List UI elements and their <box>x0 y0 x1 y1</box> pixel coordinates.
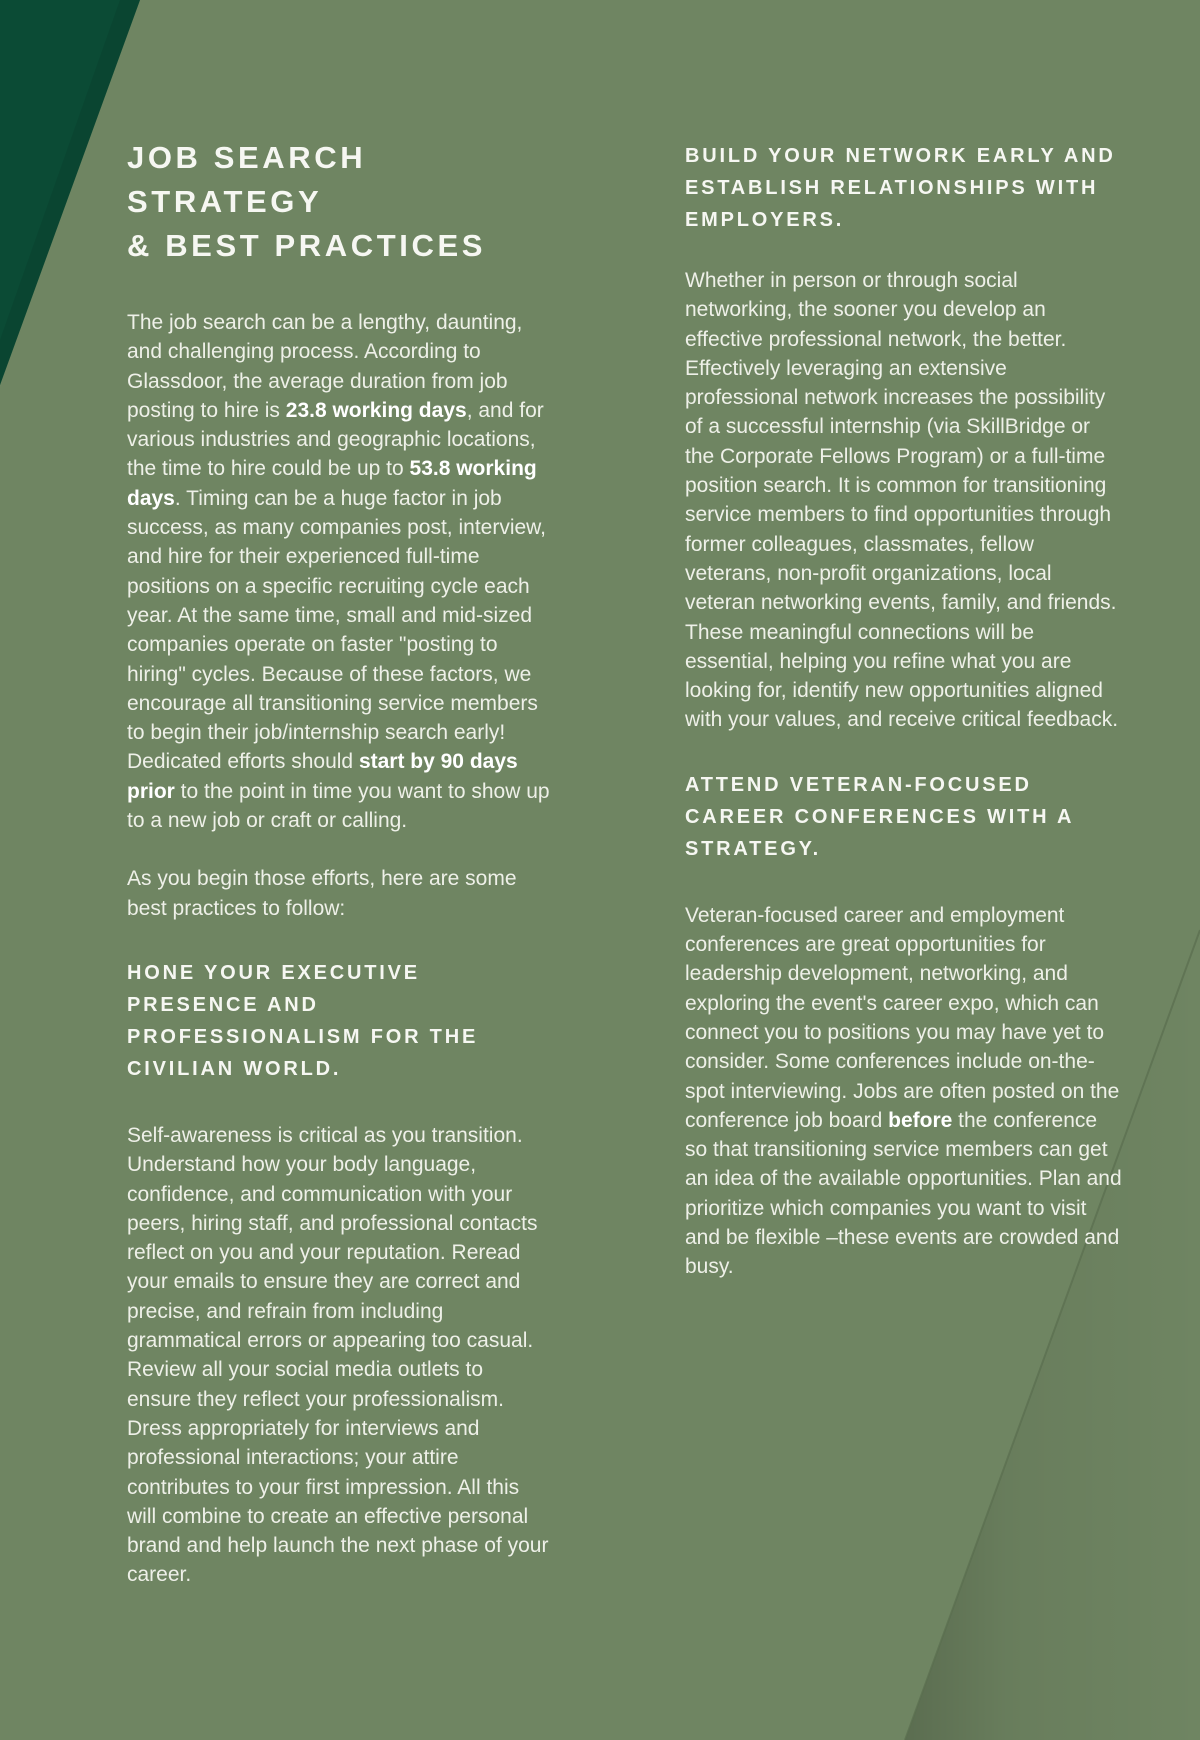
section-body-executive-presence: Self-awareness is critical as you transition. Understand how your body language, confidence, and communication with your peers, hiring staff, and professional contacts reflect on you and your reputation. Reread your emails to ensure they are correct and precise, and refrain from including grammatical errors or appearing too casual. Review all your social media outlets to ensure they reflect your professionalism. Dress appropriately for interviews and professional interactions; your attire contributes to your first impression. All this will combine to create an effective personal brand and help launch the next phase of your career. <box>127 1123 549 1587</box>
section-heading-build-network: BUILD YOUR NETWORK EARLY AND ESTABLISH RELATIONSHIPS WITH EMPLOYERS. <box>685 145 1116 231</box>
section-body-build-network: Whether in person or through social networking, the sooner you develop an effective professional network, the better. Effectively leveraging an extensive professional network increases the possibility of a successful internship (via SkillBridge or the Corporate Fellows Program) or a full-time position search. It is common for transitioning service members to find opportunities through former colleagues, classmates, fellow veterans, non-profit organizations, local veteran networking events, family, and friends. These meaningful connections will be essential, helping you refine what you are looking for, identify new opportunities aligned with your values, and receive critical feedback. <box>685 269 1119 732</box>
intro-bold-1: 23.8 working days <box>285 398 467 422</box>
section-heading-career-conferences: ATTEND VETERAN-FOCUSED CAREER CONFERENCES WITH A STRATEGY. <box>685 773 1074 860</box>
intro-text-2: , and for various industries and geographic locations, the time to hire could be up to <box>127 398 544 481</box>
intro-text-3: . Timing can be a huge factor in job success, as many companies post, interview, and hire for their experienced full-time positions on a specific recruiting cycle each year. At the same time, small and mid-sized companies operate on faster "posting to hiring" cycles. Because of these factors, we encourage all transitioning service members to begin their job/internship search early! Dedicated efforts should <box>127 486 547 774</box>
lead-in-paragraph: As you begin those efforts, here are some best practices to follow: <box>127 867 517 920</box>
intro-text-1: The job search can be a lengthy, daunting, and challenging process. According to Glassdoor, the average duration from job posting to hire is <box>127 311 523 422</box>
intro-bold-2: 53.8 working days <box>127 457 537 510</box>
page-title-line-2: & BEST PRACTICES <box>127 228 487 263</box>
page-title-line-1: JOB SEARCH STRATEGY <box>127 140 367 219</box>
intro-paragraph <box>127 308 552 835</box>
right-column <box>685 140 1125 1311</box>
page-title <box>127 136 552 268</box>
conferences-text-1: Veteran-focused career and employment conferences are great opportunities for leadership development, networking, and exploring the event's career expo, which can connect you to positions you may have yet to consider. Some conferences include on-the-spot interviewing. Jobs are often posted on the conference job board <box>685 903 1120 1132</box>
conferences-text-2: the conference so that transitioning service members can get an idea of the available opportunities. Plan and prioritize which companies you want to visit and be flexible –these events are crowded and busy. <box>685 1108 1122 1279</box>
section-heading-executive-presence: HONE YOUR EXECUTIVE PRESENCE AND PROFESSIONALISM FOR THE CIVILIAN WORLD. <box>127 961 479 1080</box>
left-column <box>127 136 552 1619</box>
intro-text-4: to the point in time you want to show up to a new job or craft or calling. <box>127 779 550 833</box>
conferences-bold-before: before <box>888 1108 953 1132</box>
section-body-career-conferences <box>685 901 1125 1282</box>
intro-bold-3: start by 90 days prior <box>127 750 518 803</box>
